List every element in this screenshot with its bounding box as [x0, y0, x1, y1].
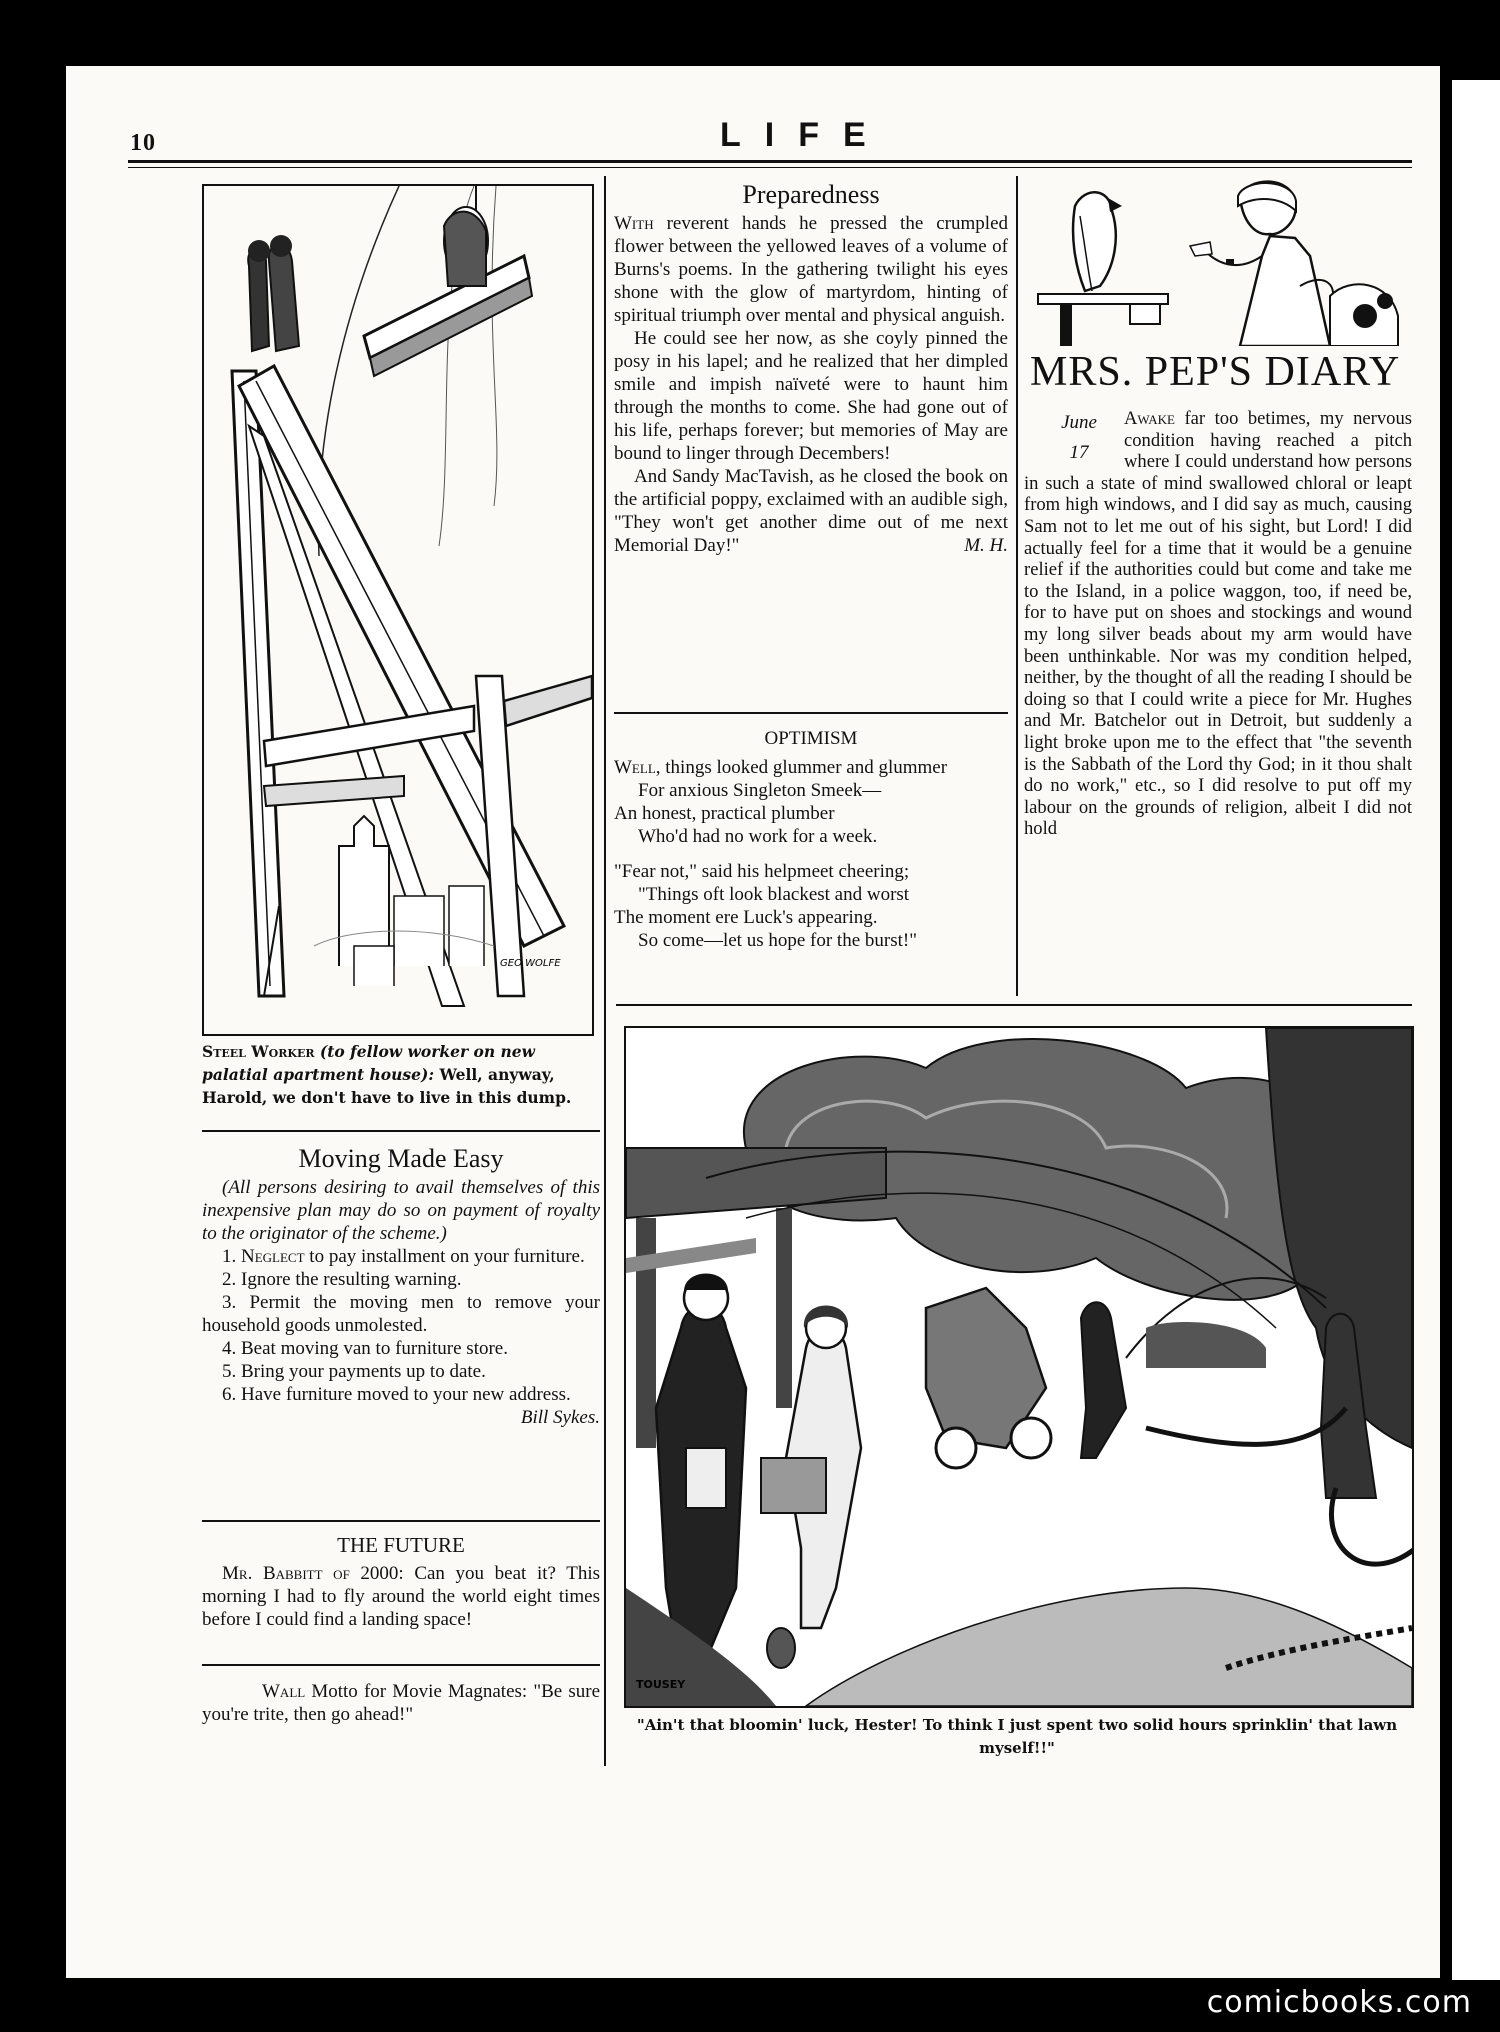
preparedness-signature: M. H.: [964, 535, 1008, 556]
poem-line-1: Well, things looked glummer and glummer: [614, 757, 948, 778]
left-rule-1: [202, 1130, 600, 1132]
watermark: comicbooks.com: [1206, 1985, 1472, 2020]
diary-text: Awake far too betimes, my nervous condition having reached a pitch where I could understand how persons in such a state of mind swallowed chloral or leapt from high windows, and I did say as much, causing Sam not to let me out of his sight, but Lord! I did actually feel for a time that it would be a genuine relief if the authorities could but come and take me to the Island, in a police waggon, too, if need be, for to have put on shoes and stockings and wound my long silver beads about my arm would have been unthinkable. Nor was my condition helped, neither, by the thought of all the reading I should be doing so that I could write a piece for Mr. Hughes and Mr. Batchelor out in Detroit, but suddenly a light broke upon me to the effect that "the seventh is the Sabbath of the Lord thy God; in it thou shalt do no work," etc., so I did resolve to put off my labour on the grounds of religion, albeit I did not hold: [1024, 408, 1412, 840]
moving-intro: (All persons desiring to avail themselves of this inexpensive plan may do so on payment of royalty to the originator of the scheme.): [202, 1177, 600, 1244]
steelworker-caption: [202, 1040, 600, 1109]
moving-item-4: 4. Beat moving van to furniture store.: [222, 1338, 508, 1359]
moving-signature: Bill Sykes.: [520, 1407, 600, 1428]
diary-article: [1024, 408, 1412, 990]
column-divider-1: [604, 176, 606, 1766]
future-article: [202, 1530, 600, 1631]
optimism-title: OPTIMISM: [764, 728, 858, 749]
future-title: THE FUTURE: [337, 1533, 465, 1557]
moving-item-5: 5. Bring your payments up to date.: [222, 1361, 486, 1382]
poem-line-7: The moment ere Luck's appearing.: [614, 907, 878, 928]
preparedness-p1: With reverent hands he pressed the crumpled flower between the yellowed leaves of a volume of Burns's poems. In the gathering twilight his eyes shone with the glow of martyrdom, hinting of spiritual triumph over mental and physical anguish.: [614, 213, 1009, 326]
firemen-caption: "Ain't that bloomin' luck, Hester! To think I just spent two solid hours sprinklin' that lawn myself!!": [636, 1716, 1398, 1757]
diary-title: MRS. PEP'S DIARY: [1030, 349, 1401, 395]
preparedness-p2: He could see her now, as she coyly pinned the posy in his lapel; and he realized that her dimpled smile and impish naïveté were to haunt him through the months to come. She had gone out of his life, perhaps forever; but memories of May are bound to linger through Decembers!: [614, 328, 1008, 464]
moving-item-6: 6. Have furniture moved to your new address.: [222, 1384, 571, 1405]
header-rule-thin: [128, 167, 1412, 168]
parrot-lady-drawing: [1030, 176, 1410, 346]
diary-month: June: [1061, 412, 1097, 433]
moving-item-2: 2. Ignore the resulting warning.: [222, 1269, 462, 1290]
left-rule-3: [202, 1664, 600, 1666]
cartoon-signature: GEO WOLFE: [500, 958, 561, 969]
caption-speaker: Steel Worker: [202, 1042, 315, 1061]
column-divider-2: [1016, 176, 1018, 996]
caption-text: Well, anyway, Harold, we don't have to live in this dump.: [202, 1065, 572, 1107]
diary-illustration: [1030, 176, 1410, 346]
steelworker-drawing: [204, 186, 592, 1034]
next-page-edge: [1452, 80, 1500, 1980]
poem-line-2: For anxious Singleton Smeek—: [638, 780, 882, 801]
left-rule-2: [202, 1520, 600, 1522]
mid-col-rule: [614, 712, 1008, 714]
page-number: 10: [130, 130, 156, 156]
poem-line-3: An honest, practical plumber: [614, 803, 835, 824]
moving-title: Moving Made Easy: [298, 1144, 504, 1173]
motto-text: Wall Motto for Movie Magnates: "Be sure you're trite, then go ahead!": [202, 1681, 601, 1725]
preparedness-article: [614, 180, 1008, 557]
motto-article: [202, 1680, 600, 1726]
firemen-signature: TOUSEY: [636, 1678, 686, 1691]
firemen-cartoon: [624, 1026, 1414, 1708]
preparedness-p3: And Sandy MacTavish, as he closed the book on the artificial poppy, exclaimed with an audible sigh, "They won't get another dime out of me next Memorial Day!": [614, 466, 1008, 556]
future-text: Mr. Babbitt of 2000: Can you beat it? This morning I had to fly around the world eight times before I could find a landing space!: [202, 1563, 600, 1630]
moving-article: [202, 1144, 600, 1429]
steelworker-cartoon: [202, 184, 594, 1036]
moving-item-3: 3. Permit the moving men to remove your household goods unmolested.: [202, 1292, 600, 1336]
diary-day: 17: [1069, 442, 1089, 463]
caption-direction: (to fellow worker on new palatial apartment house):: [202, 1042, 536, 1084]
optimism-poem: [614, 724, 1008, 952]
moving-item-1: 1. Neglect to pay installment on your furniture.: [222, 1246, 585, 1267]
poem-line-8: So come—let us hope for the burst!": [638, 930, 917, 951]
masthead: LIFE: [720, 116, 890, 154]
poem-line-4: Who'd had no work for a week.: [638, 826, 878, 847]
preparedness-title: Preparedness: [742, 180, 880, 209]
poem-line-6: "Things oft look blackest and worst: [638, 884, 910, 905]
header-rule-thick: [128, 160, 1412, 163]
poem-line-5: "Fear not," said his helpmeet cheering;: [614, 861, 910, 882]
firemen-drawing: [626, 1028, 1412, 1706]
mid-rule: [616, 1004, 1412, 1006]
